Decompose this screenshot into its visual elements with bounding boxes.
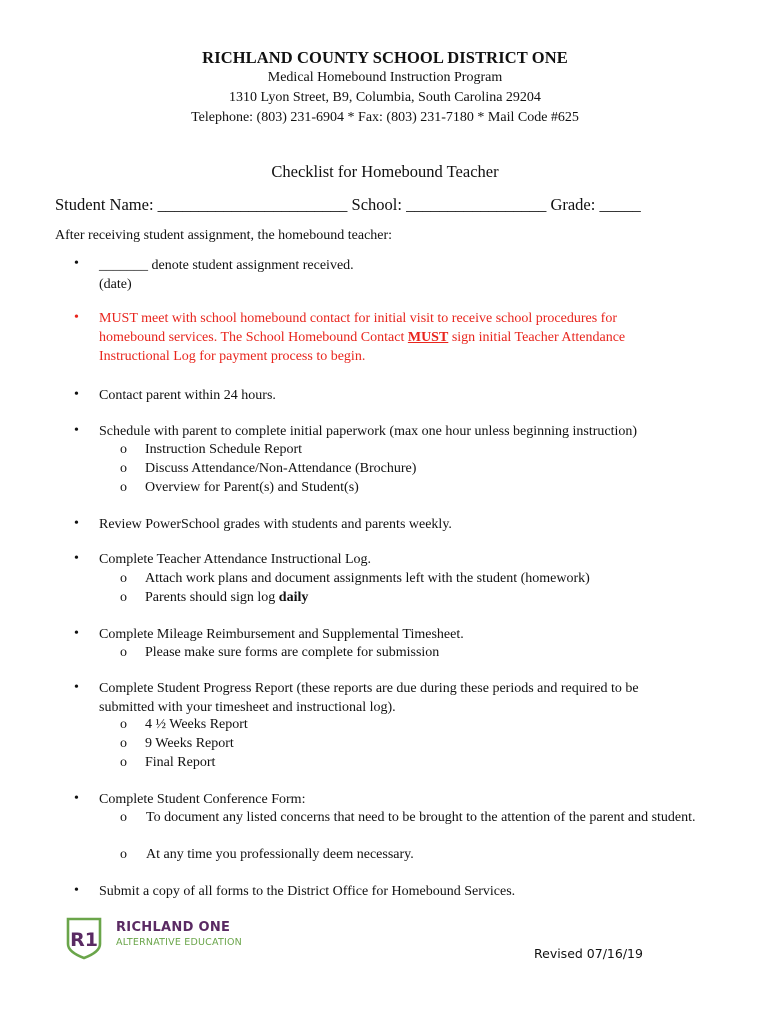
sub-marker-icon: o [120,480,127,495]
sub-item-text: To document any listed concerns that need to be brought to the attention of the parent and student. [146,810,696,825]
checklist-title: Checklist for Homebound Teacher [271,162,499,181]
checklist-item-powerschool: Review PowerSchool grades with students and parents weekly. [99,517,452,532]
bullet-icon: • [74,626,79,641]
program-name: Medical Homebound Instruction Program [267,70,503,85]
contact-line: Telephone: (803) 231-6904 * Fax: (803) 231-7180 * Mail Code #625 [191,110,579,125]
checklist-item-conference-form: Complete Student Conference Form: [99,792,306,807]
sub-marker-icon: o [120,590,127,605]
sub-item [120,569,590,588]
sub-item [120,753,215,772]
item-text: _______ denote student assignment received. [99,258,354,273]
sub-item [120,440,302,459]
logo-name: RICHLAND ONE [116,920,231,935]
district-title: RICHLAND COUNTY SCHOOL DISTRICT ONE [202,48,568,67]
sub-item [120,478,359,497]
checklist-item-mileage: Complete Mileage Reimbursement and Supplemental Timesheet. [99,627,464,642]
bullet-icon: • [74,516,79,531]
sub-item-text: At any time you professionally deem necessary. [146,847,414,862]
sub-marker-icon: o [120,847,127,862]
sub-item-text: Overview for Parent(s) and Student(s) [145,480,359,495]
checklist-item-submit-forms: Submit a copy of all forms to the District Office for Homebound Services. [99,884,516,899]
sub-item-text: 9 Weeks Report [145,736,234,751]
emphasis-must: MUST [407,330,449,345]
intro-text: After receiving student assignment, the homebound teacher: [55,228,393,243]
checklist-item-school-contact [99,309,684,366]
sub-item-text: 4 ½ Weeks Report [145,717,248,732]
sub-marker-icon: o [120,571,127,586]
address-line: 1310 Lyon Street, B9, Columbia, South Carolina 29204 [229,90,541,105]
checklist-item-progress-report: Complete Student Progress Report (these reports are due during these periods and required to be submitted with your timesheet and instructional log). [99,681,639,715]
checklist-item-assignment [99,256,699,294]
checklist-item-attendance-log: Complete Teacher Attendance Instructional Log. [99,552,372,567]
sub-item [120,643,439,662]
bullet-icon: • [74,791,79,806]
checklist-item-contact-parent: Contact parent within 24 hours. [99,388,276,403]
sub-marker-icon: o [120,461,127,476]
sub-item-text: Attach work plans and document assignments left with the student (homework) [145,571,590,586]
bullet-icon: • [74,883,79,898]
sub-item-text: Discuss Attendance/Non-Attendance (Brochure) [145,461,417,476]
bullet-icon: • [74,423,79,438]
bullet-icon: • [74,310,79,325]
sub-item [120,734,234,753]
sub-item-text: Instruction Schedule Report [145,442,303,457]
sub-marker-icon: o [120,736,127,751]
logo-tagline: ALTERNATIVE EDUCATION [116,937,242,948]
sub-marker-icon: o [120,442,127,457]
sub-marker-icon: o [120,755,127,770]
sub-item-text: Parents should sign log [145,590,279,605]
sub-item [120,459,416,478]
student-info-line: Student Name: _______________________ School: _________________ Grade: _____ [55,195,641,214]
bullet-icon: • [74,387,79,402]
sub-marker-icon: o [120,717,127,732]
checklist-item-schedule: Schedule with parent to complete initial paperwork (max one hour unless beginning instruction) [99,424,638,439]
logo-wordmark [116,920,242,948]
sub-item-text: Please make sure forms are complete for submission [145,645,440,660]
sub-marker-icon: o [120,645,127,660]
revised-date: Revised 07/16/19 [534,946,643,961]
sub-item [120,588,308,607]
bullet-icon: • [74,680,79,695]
item-text: MUST meet with school homebound contact for initial visit to receive school procedures for homebound services. The School Homebound Contact [99,311,618,345]
bullet-icon: • [74,256,79,271]
bullet-icon: • [74,551,79,566]
sub-item-text: Final Report [145,755,216,770]
richland-one-logo-icon [66,916,106,960]
sub-item [120,715,248,734]
item-note: (date) [99,277,132,292]
sub-marker-icon: o [120,810,127,825]
logo-mark: R1 [70,929,98,951]
item-text-continued: sign initial Teacher Attendance Instructional Log for payment process to begin. [99,330,626,364]
emphasis-daily: daily [278,590,309,605]
